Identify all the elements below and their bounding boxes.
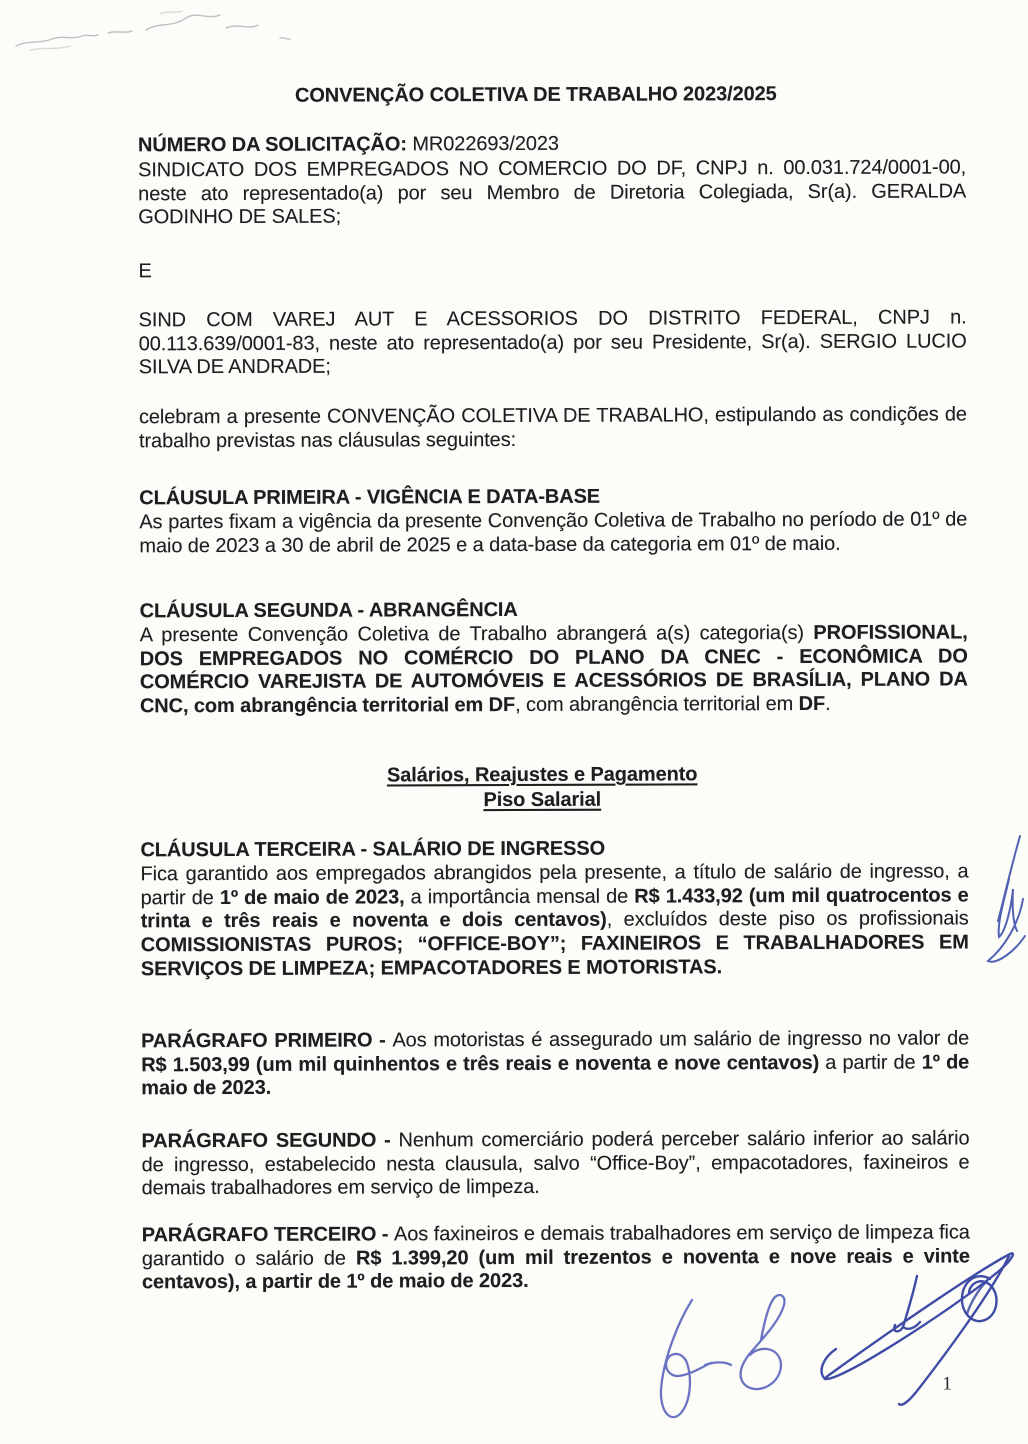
section-heading-line2-text: Piso Salarial bbox=[483, 788, 602, 812]
paragraph-segundo: PARÁGRAFO SEGUNDO - Nenhum comerciário poderá perceber salário inferior ao salário de ingresso, estabelecido nesta clausula, salvo “Office-Boy”, empacotadores, faxineiros e demais trabalhadores em serviço de limpeza. bbox=[141, 1127, 970, 1200]
clause2-heading: CLÁUSULA SEGUNDA - ABRANGÊNCIA bbox=[139, 598, 518, 623]
preamble-paragraph: celebram a presente CONVENÇÃO COLETIVA DE TRABALHO, estipulando as condições de trabalho previstas nas cláusulas seguintes: bbox=[138, 403, 967, 453]
clause2-body: A presente Convenção Coletiva de Trabalho abrangerá a(s) categoria(s) PROFISSIONAL, DOS EMPREGADOS NO COMÉRCIO DO PLANO DA CNEC - ECONÔMICA DO COMÉRCIO VAREJISTA DE AUTOMÓVEIS E ACESSÓRIOS DE BRASÍLIA, PLANO DA CNC, com abrangência territorial em DF, com abrangência territorial em DF. bbox=[139, 621, 968, 718]
clause3-heading: CLÁUSULA TERCEIRA - SALÁRIO DE INGRESSO bbox=[140, 837, 606, 862]
conjunction-line: E bbox=[138, 260, 152, 283]
section-heading-line2 bbox=[128, 787, 956, 814]
party2-paragraph: SIND COM VAREJ AUT E ACESSORIOS DO DISTRITO FEDERAL, CNPJ n. 00.113.639/0001-83, neste ato representado(a) por seu Presidente, Sr(a). SERGIO LUCIO SILVA DE ANDRADE; bbox=[138, 306, 967, 379]
section-heading-line1-text: Salários, Reajustes e Pagamento bbox=[386, 763, 698, 787]
document-title: CONVENÇÃO COLETIVA DE TRABALHO 2023/2025 bbox=[294, 83, 777, 107]
clause1-body: As partes fixam a vigência da presente Convenção Coletiva de Trabalho no período de 01º de maio de 2023 a 30 de abril de 2025 e a data-base da categoria em 01º de maio. bbox=[139, 508, 968, 558]
paragraph-primeiro: PARÁGRAFO PRIMEIRO - Aos motoristas é assegurado um salário de ingresso no valor de R$ 1.503,99 (um mil quinhentos e três reais e noventa e nove centavos) a partir de 1º de maio de 2023. bbox=[141, 1027, 970, 1100]
clause1-heading: CLÁUSULA PRIMEIRA - VIGÊNCIA E DATA-BASE bbox=[139, 485, 601, 510]
section-heading-line1 bbox=[128, 762, 956, 789]
party1-paragraph: SINDICATO DOS EMPREGADOS NO COMERCIO DO DF, CNPJ n. 00.031.724/0001-00, neste ato representado(a) por seu Membro de Diretoria Colegiada, Sr(a). GERALDA GODINHO DE SALES; bbox=[138, 156, 967, 229]
clause3-body: Fica garantido aos empregados abrangidos pela presente, a título de salário de ingresso, a partir de 1º de maio de 2023, a importância mensal de R$ 1.433,92 (um mil quatrocentos e trinta e três reais e noventa e dois centavos), excluídos deste piso os profissionais COMISSIONISTAS PUROS; “OFFICE-BOY”; FAXINEIROS E TRABALHADORES EM SERVIÇOS DE LIMPEZA; EMPACOTADORES E MOTORISTAS. bbox=[140, 860, 969, 981]
page-number: 1 bbox=[942, 1373, 952, 1395]
paragraph-terceiro: PARÁGRAFO TERCEIRO - Aos faxineiros e demais trabalhadores em serviço de limpeza fica garantido o salário de R$ 1.399,20 (um mil trezentos e noventa e nove reais e vinte centavos), a partir de 1º de maio de 2023. bbox=[141, 1221, 970, 1294]
request-number-line: NÚMERO DA SOLICITAÇÃO: MR022693/2023 bbox=[137, 132, 559, 157]
